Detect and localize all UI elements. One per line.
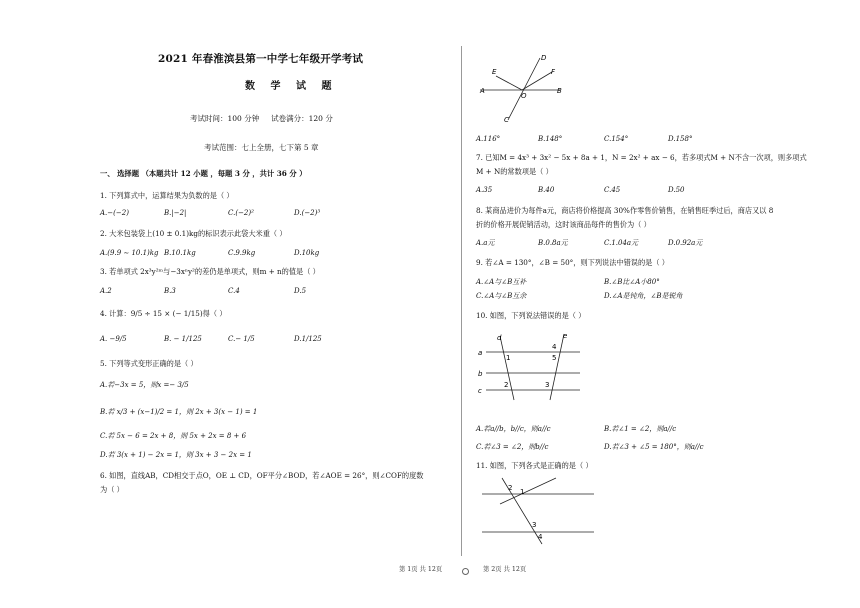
fig6-label-c: C xyxy=(504,116,509,124)
q2-option-d: D.10kg xyxy=(294,249,320,257)
q2-option-a: A.(9.9 ∼ 10.1)kg xyxy=(100,249,159,257)
column-divider xyxy=(461,46,462,556)
q9-stem: 9. 若∠A = 130°，∠B = 50°，则下列说法中错误的是（ ） xyxy=(476,258,669,267)
q11-figure xyxy=(476,474,600,546)
fig10-angle-5: 5 xyxy=(552,354,557,362)
q8-option-b: B.0.8a元 xyxy=(538,239,568,247)
fig6-ray-of xyxy=(522,72,552,90)
q9-option-d: D.∠A是钝角，∠B是锐角 xyxy=(604,292,683,300)
q5-option-d: D.若 3(x + 1) − 2x = 1，则 3x + 3 − 2x = 1 xyxy=(100,451,252,459)
q6-figure xyxy=(478,52,568,124)
fig6-label-d: D xyxy=(541,54,547,62)
q3-stem: 3. 若单项式 2x³y²ᵐ与−3xⁿy²的差仍是单项式，则m + n的值是（ ） xyxy=(100,267,320,276)
fig11-angle-3: 3 xyxy=(532,521,537,529)
q6-option-c: C.154° xyxy=(604,135,629,143)
fig6-label-o: O xyxy=(521,92,527,100)
q3-option-b: B.3 xyxy=(164,287,176,295)
fig10-label-e: e xyxy=(563,332,568,340)
q3-option-d: D.5 xyxy=(294,287,307,295)
q9-option-c: C.∠A与∠B互余 xyxy=(476,292,527,300)
q4-option-d: D.1/125 xyxy=(294,335,322,343)
q7-option-d: D.50 xyxy=(668,186,685,194)
fig10-label-b: b xyxy=(478,370,483,378)
q4-option-b: B. − 1/125 xyxy=(164,335,202,343)
q10-figure xyxy=(476,330,586,402)
q1-option-d: D.(−2)³ xyxy=(294,209,321,217)
q8-stem-cont: 折的价格开展促销活动，这时该商品每件的售价为（ ） xyxy=(476,220,651,229)
fig10-label-c: c xyxy=(478,387,482,395)
q1-option-c: C.(−2)² xyxy=(228,209,254,217)
q3-option-c: C.4 xyxy=(228,287,240,295)
q8-stem: 8. 某商品进价为每件a元，商店将价格提高 30%作零售价销售，在销售旺季过后，商店又以 8 xyxy=(476,206,774,215)
q6-option-b: B.148° xyxy=(538,135,563,143)
q2-stem: 2. 大米包装袋上(10 ± 0.1)kg的标识表示此袋大米重（ ） xyxy=(100,229,287,238)
q3-option-a: A.2 xyxy=(100,287,112,295)
q4-option-c: C.− 1/5 xyxy=(228,335,255,343)
q4-stem: 4. 计算：9/5 ÷ 15 × (− 1/15)得（ ） xyxy=(100,309,227,318)
q7-option-b: B.40 xyxy=(538,186,555,194)
q10-option-d: D.若∠3 + ∠5 = 180°，则a//c xyxy=(604,443,704,451)
q1-option-a: A.−(−2) xyxy=(100,209,129,217)
q4-option-a: A. −9/5 xyxy=(100,335,127,343)
footer-page-left: 第 1页 共 12页 xyxy=(399,566,443,573)
exam-subtitle: 数 学 试 题 xyxy=(245,81,338,92)
q2-option-b: B.10.1kg xyxy=(164,249,196,257)
q10-option-c: C.若∠3 = ∠2，则b//c xyxy=(476,443,549,451)
q6-stem: 6. 如图，直线AB，CD相交于点O，OE ⊥ CD，OF平分∠BOD，若∠AOE = 26°，则∠COF的度数 xyxy=(100,471,424,480)
fig10-angle-2: 2 xyxy=(504,381,509,389)
q7-stem-cont: M + N的常数项是（ ） xyxy=(476,167,553,176)
fig10-angle-4: 4 xyxy=(552,343,557,351)
fig11-angle-2: 2 xyxy=(508,484,513,492)
q10-stem: 10. 如图，下列说法错误的是（ ） xyxy=(476,311,586,320)
q5-option-a: A.若−3x = 5，则x =− 3/5 xyxy=(100,381,189,389)
fig10-label-a: a xyxy=(478,349,483,357)
fig11-angle-4: 4 xyxy=(538,533,543,541)
fig11-angle-1: 1 xyxy=(520,488,525,496)
q6-option-a: A.116° xyxy=(476,135,501,143)
q2-option-c: C.9.9kg xyxy=(228,249,256,257)
section-heading: 一、 选择题 （本题共计 12 小题 ，每题 3 分 ，共计 36 分 ） xyxy=(100,169,307,178)
exam-title: 2021 年春淮滨县第一中学七年级开学考试 xyxy=(158,53,364,65)
q11-stem: 11. 如图，下列各式是正确的是（ ） xyxy=(476,461,593,470)
fig10-angle-3: 3 xyxy=(545,381,550,389)
fig6-label-f: F xyxy=(551,68,556,76)
q7-option-a: A.35 xyxy=(476,186,493,194)
fig10-angle-1: 1 xyxy=(506,354,511,362)
fig10-label-d: d xyxy=(497,334,502,342)
fig6-label-b: B xyxy=(557,87,562,95)
fig6-label-e: E xyxy=(492,68,497,76)
q7-option-c: C.45 xyxy=(604,186,621,194)
q5-option-c: C.若 5x − 6 = 2x + 8，则 5x + 2x = 8 + 6 xyxy=(100,432,247,440)
q1-stem: 1. 下列算式中，运算结果为负数的是（ ） xyxy=(100,191,234,200)
q10-option-a: A.若a//b，b//c，则a//c xyxy=(476,425,551,433)
q7-stem: 7. 已知M = 4x³ + 3x² − 5x + 8a + 1，N = 2x² + ax − 6，若多项式M + N不含一次项，则多项式 xyxy=(476,153,807,162)
q6-stem-cont: 为（ ） xyxy=(100,485,124,494)
fig6-ray-oe xyxy=(496,76,522,90)
q10-option-b: B.若∠1 = ∠2，则a//c xyxy=(604,425,677,433)
q9-option-b: B.∠B比∠A小80° xyxy=(604,278,660,286)
fig6-label-a: A xyxy=(480,87,485,95)
q8-option-c: C.1.04a元 xyxy=(604,239,639,247)
q6-option-d: D.158° xyxy=(668,135,693,143)
q8-option-d: D.0.92a元 xyxy=(668,239,703,247)
q9-option-a: A.∠A与∠B互补 xyxy=(476,278,527,286)
q5-stem: 5. 下列等式变形正确的是（ ） xyxy=(100,359,198,368)
q1-option-b: B.|−2| xyxy=(164,209,187,217)
q8-option-a: A.a元 xyxy=(476,239,495,247)
exam-time-info: 考试时间：100 分钟 试卷满分：120 分 xyxy=(190,114,333,123)
footer-circle-mark xyxy=(462,568,469,575)
q5-option-b: B.若 x/3 + (x−1)/2 = 1，则 2x + 3(x − 1) = 1 xyxy=(100,408,258,416)
footer-page-right: 第 2页 共 12页 xyxy=(483,566,527,573)
exam-scope: 考试范围：七上全册，七下第 5 章 xyxy=(204,143,319,152)
